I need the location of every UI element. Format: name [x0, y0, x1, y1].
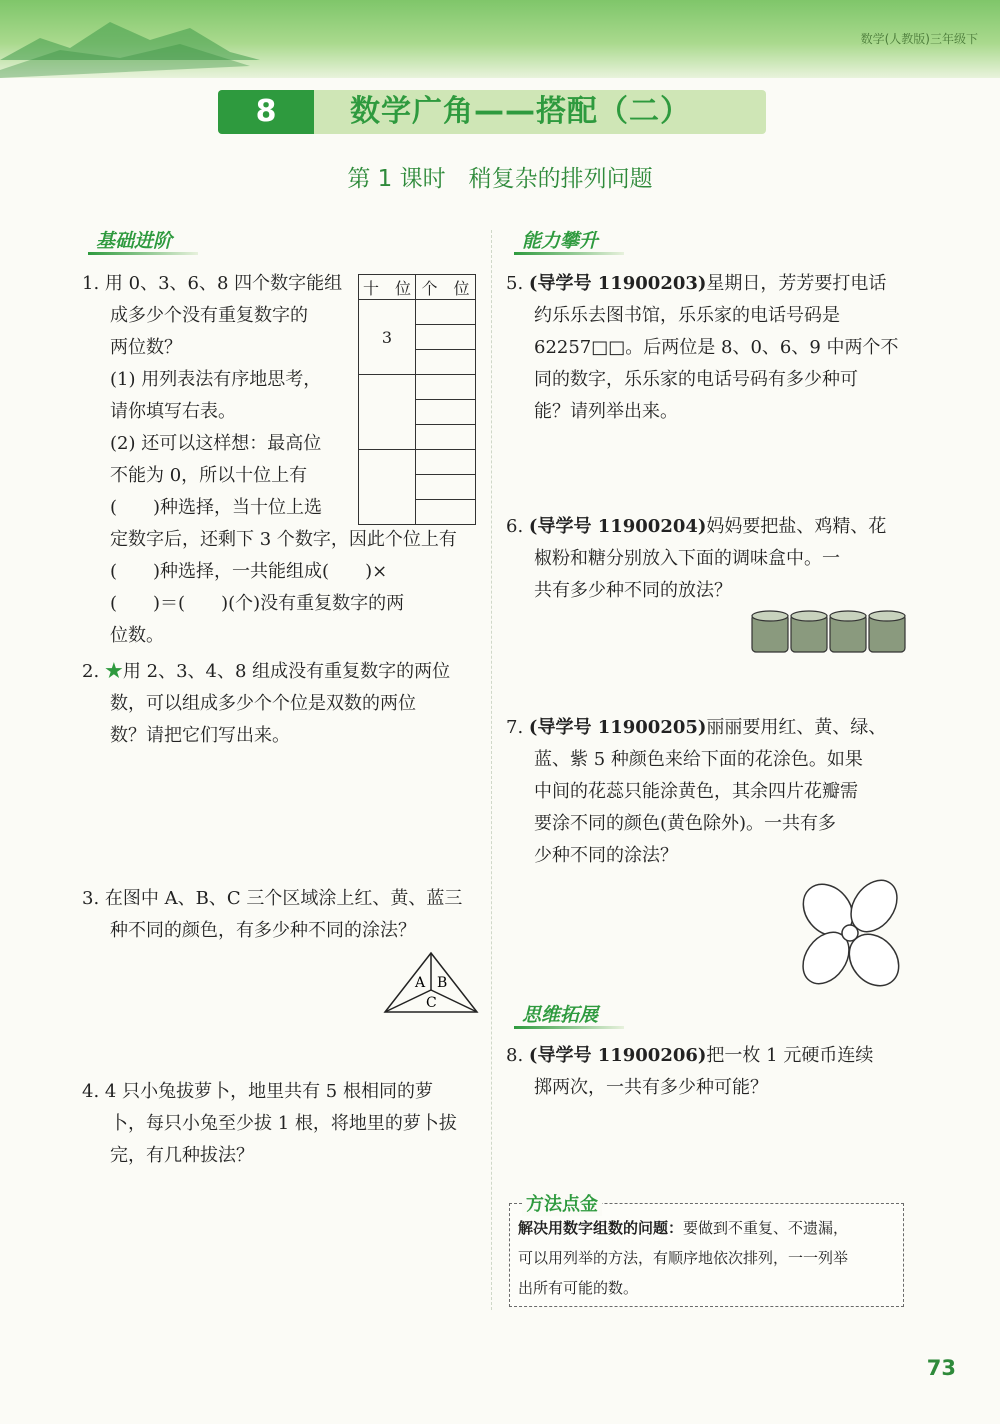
question-7	[506, 712, 906, 872]
q5-line: 星期日，芳芳要打电话	[706, 273, 887, 294]
q1-line: 位数。	[110, 625, 164, 646]
q5-number: 5.	[506, 273, 524, 294]
q7-line: 中间的花蕊只能涂黄色，其余四片花瓣需	[534, 781, 858, 802]
question-1-cont	[110, 524, 490, 652]
q4-line: 4. 4 只小兔拔萝卜，地里共有 5 根相同的萝	[82, 1081, 433, 1102]
chapter-number: 8	[218, 90, 314, 134]
header-band	[0, 0, 1000, 78]
q1-line: 定数字后，还剩下 3 个数字，因此个位上有	[110, 529, 457, 550]
section-underline	[88, 252, 198, 255]
q6-line: 妈妈要把盐、鸡精、花	[706, 516, 887, 537]
q5-line: 62257□□。后两位是 8、0、6、9 中两个不	[534, 337, 899, 358]
q8-line: 把一枚 1 元硬币连续	[706, 1045, 874, 1066]
section-underline	[514, 1026, 624, 1029]
q6-number: 6.	[506, 516, 524, 537]
q6-ref: (导学号 11900204)	[528, 516, 707, 537]
table-cell	[416, 325, 476, 350]
header-tag: 数学(人教版)三年级下	[860, 32, 978, 46]
chapter-title: 数学广角——搭配（二）	[350, 94, 691, 129]
q1-line: (1) 用列表法有序地思考，	[110, 369, 322, 390]
section-ability: 能力攀升	[522, 230, 599, 252]
q5-line: 同的数字，乐乐家的电话号码有多少种可	[534, 369, 858, 390]
digit-table	[358, 274, 476, 525]
question-3	[82, 883, 482, 947]
section-thinking: 思维拓展	[522, 1004, 599, 1026]
method-bold: 解决用数字组数的问题：	[518, 1219, 684, 1237]
q1-line: 1. 用 0、3、6、8 四个数字能组	[82, 273, 343, 294]
question-5	[506, 268, 906, 428]
question-8	[506, 1040, 906, 1104]
method-line: 出所有可能的数。	[518, 1279, 639, 1297]
triangle-diagram	[382, 950, 480, 1016]
section-underline	[514, 252, 624, 255]
q3-line: 种不同的颜色，有多少种不同的涂法？	[110, 920, 416, 941]
method-text	[518, 1213, 898, 1303]
table-cell	[416, 450, 476, 475]
q8-line: 掷两次，一共有多少种可能？	[534, 1077, 768, 1098]
q5-ref: (导学号 11900203)	[528, 273, 707, 294]
flower-illustration	[796, 876, 906, 994]
table-cell	[416, 300, 476, 325]
q6-line: 共有多少种不同的放法？	[534, 580, 732, 601]
spice-boxes-illustration	[750, 608, 910, 656]
region-c-label: C	[426, 995, 437, 1011]
q1-line: 成多少个没有重复数字的	[110, 305, 308, 326]
table-cell-tens: 3	[359, 300, 416, 375]
question-4	[82, 1076, 482, 1172]
section-basic: 基础进阶	[96, 230, 173, 252]
mountain-decoration	[0, 0, 1000, 78]
q7-ref: (导学号 11900205)	[528, 717, 707, 738]
region-a-label: A	[415, 975, 426, 991]
q2-line: 数？请把它们写出来。	[110, 725, 290, 746]
q5-line: 约乐乐去图书馆，乐乐家的电话号码是	[534, 305, 840, 326]
q1-line: 请你填写右表。	[110, 401, 236, 422]
table-header-ones: 个 位	[416, 275, 476, 300]
q7-line: 蓝、紫 5 种颜色来给下面的花涂色。如果	[534, 749, 863, 770]
method-line: 要做到不重复、不遗漏，	[683, 1219, 849, 1237]
table-cell	[416, 375, 476, 400]
table-cell	[416, 400, 476, 425]
table-cell	[416, 475, 476, 500]
q1-line: ( )种选择，当十位上选	[110, 497, 323, 518]
q2-number: 2.	[82, 661, 100, 682]
table-cell	[416, 425, 476, 450]
question-2	[82, 656, 482, 752]
q3-line: 3. 在图中 A、B、C 三个区域涂上红、黄、蓝三	[82, 888, 463, 909]
star-icon: ★	[104, 661, 123, 682]
q1-line: (2) 还可以这样想：最高位	[110, 433, 322, 454]
q7-line: 丽丽要用红、黄、绿、	[706, 717, 887, 738]
table-cell-tens	[359, 450, 416, 525]
question-1	[82, 268, 354, 524]
question-6	[506, 511, 906, 607]
page-number: 73	[926, 1356, 956, 1380]
q7-line: 要涂不同的颜色(黄色除外)。一共有多	[534, 813, 837, 834]
q6-line: 椒粉和糖分别放入下面的调味盒中。一	[534, 548, 840, 569]
q2-line: 用 2、3、4、8 组成没有重复数字的两位	[122, 661, 451, 682]
lesson-title: 第 1 课时 稍复杂的排列问题	[347, 166, 653, 192]
q1-line: ( )种选择，一共能组成( )×	[110, 561, 388, 582]
q1-line: ( )＝( )(个)没有重复数字的两	[110, 593, 405, 614]
q1-line: 不能为 0，所以十位上有	[110, 465, 308, 486]
q4-line: 卜，每只小兔至少拔 1 根，将地里的萝卜拔	[110, 1113, 457, 1134]
q8-number: 8.	[506, 1045, 524, 1066]
q5-line: 能？请列举出来。	[534, 401, 678, 422]
q1-line: 两位数？	[110, 337, 182, 358]
q7-number: 7.	[506, 717, 524, 738]
table-header-tens: 十 位	[359, 275, 416, 300]
q8-ref: (导学号 11900206)	[528, 1045, 707, 1066]
table-cell	[416, 500, 476, 525]
q2-line: 数，可以组成多少个个位是双数的两位	[110, 693, 416, 714]
q7-line: 少种不同的涂法？	[534, 845, 678, 866]
method-line: 可以用列举的方法，有顺序地依次排列，一一列举	[518, 1249, 849, 1267]
region-b-label: B	[437, 975, 448, 991]
table-cell	[416, 350, 476, 375]
column-divider	[491, 230, 492, 1310]
method-title: 方法点金	[522, 1190, 602, 1216]
table-cell-tens	[359, 375, 416, 450]
q4-line: 完，有几种拔法？	[110, 1145, 254, 1166]
